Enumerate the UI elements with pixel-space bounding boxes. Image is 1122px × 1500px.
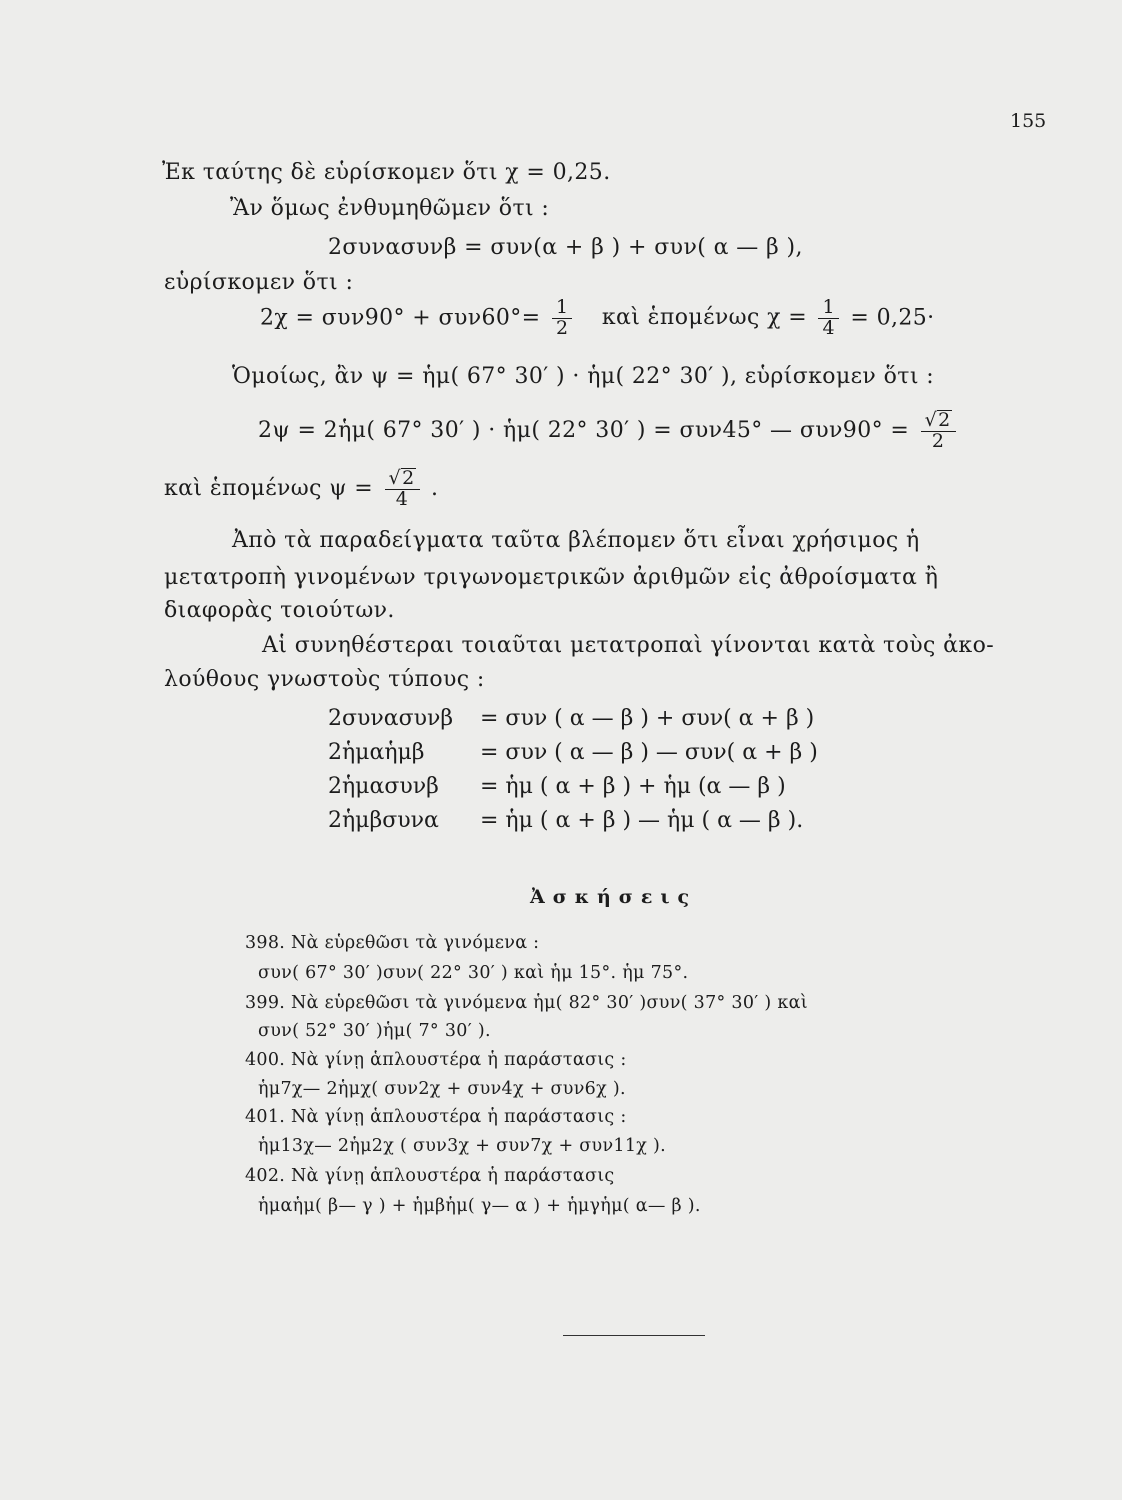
fraction-quarter-den: 4 <box>822 316 835 339</box>
exercise-399-line-1: 399. Νὰ εὑρεθῶσι τὰ γινόμενα ἡμ( 82° 30′ )συν( 37° 30′ ) καὶ <box>245 993 808 1013</box>
formula-lhs-1: 2συνασυνβ <box>328 706 454 731</box>
fraction-half-den: 2 <box>555 316 569 339</box>
sqrt-radicand: 2 <box>938 409 951 431</box>
paragraph-1-line-2: μετατροπὴ γινομένων τριγωνομετρικῶν ἀριθμῶν εἰς ἀθροίσματα ἢ <box>164 565 939 590</box>
sqrt-radicand: 2 <box>402 467 415 489</box>
exercise-400-line-1: 400. Νὰ γίνῃ ἁπλουστέρα ἡ παράστασις : <box>245 1050 627 1070</box>
chi-mid: καὶ ἑπομένως χ = <box>601 305 808 331</box>
formula-lhs-3: 2ἡμασυνβ <box>328 774 439 799</box>
fraction-sqrt2-den: 2 <box>931 429 945 452</box>
intro-line-1: Ἐκ ταύτης δὲ εὑρίσκομεν ὅτι χ = 0,25. <box>162 160 611 185</box>
exercise-401-line-1: 401. Νὰ γίνῃ ἁπλουστέρα ἡ παράστασις : <box>245 1107 627 1127</box>
fraction-sqrt2-over-4 <box>385 468 420 510</box>
formula-rhs-3: = ἡμ ( α + β ) + ἡμ (α — β ) <box>480 774 786 799</box>
exercise-402-line-1: 402. Νὰ γίνῃ ἁπλουστέρα ἡ παράστασις <box>245 1166 615 1186</box>
identity-sum-cos: 2συνασυνβ = συν(α + β ) + συν( α — β ), <box>328 235 803 260</box>
find-line: εὑρίσκομεν ὅτι : <box>164 270 354 295</box>
exercises-heading: Ἀσκήσεις <box>530 886 698 908</box>
psi-result <box>164 468 438 510</box>
exercise-401-line-2: ἡμ13χ— 2ἡμ2χ ( συν3χ + συν7χ + συν11χ ). <box>258 1136 667 1156</box>
fraction-quarter-num: 1 <box>818 298 839 319</box>
formula-lhs-4: 2ἡμβσυνα <box>328 808 439 833</box>
formula-rhs-4: = ἡμ ( α + β ) — ἡμ ( α — β ). <box>480 808 804 833</box>
fraction-half-num: 1 <box>552 298 573 319</box>
formula-rhs-2: = συν ( α — β ) — συν( α + β ) <box>480 740 818 765</box>
psi-equation <box>258 410 960 452</box>
formula-lhs-2: 2ἡμαἡμβ <box>328 740 425 765</box>
exercise-402-line-2: ἡμαἡμ( β— γ ) + ἡμβἡμ( γ— α ) + ἡμγἡμ( α— β ). <box>258 1196 701 1216</box>
paragraph-2-line-2: λούθους γνωστοὺς τύπους : <box>164 667 485 692</box>
psi-result-left: καὶ ἑπομένως ψ = <box>164 475 374 501</box>
page-number: 155 <box>1010 110 1047 132</box>
fraction-half <box>552 298 573 339</box>
exercise-398-line-2: συν( 67° 30′ )συν( 22° 30′ ) καὶ ἡμ 15°. ἡμ 75°. <box>258 963 689 983</box>
paragraph-2-line-1: Αἱ συνηθέστεραι τοιαῦται μετατροπαὶ γίνονται κατὰ τοὺς ἀκο- <box>262 633 995 658</box>
sqrt-symbol: √ <box>924 409 938 431</box>
paragraph-1-line-1: Ἀπὸ τὰ παραδείγματα ταῦτα βλέπομεν ὅτι εἶναι χρήσιμος ἡ <box>232 528 920 553</box>
psi-eq: 2ψ = 2ἡμ( 67° 30′ ) · ἡμ( 22° 30′ ) = συν45° — συν90° = <box>258 417 910 443</box>
exercise-398-line-1: 398. Νὰ εὑρεθῶσι τὰ γινόμενα : <box>245 933 540 953</box>
intro-line-2: Ἂν ὅμως ἐνθυμηθῶμεν ὅτι : <box>230 196 550 221</box>
paragraph-1-line-3: διαφορὰς τοιούτων. <box>164 598 395 623</box>
chi-equation <box>260 298 935 339</box>
fraction-sqrt2-over-2 <box>921 410 956 452</box>
sqrt-symbol: √ <box>388 467 402 489</box>
formula-rhs-1: = συν ( α — β ) + συν( α + β ) <box>480 706 815 731</box>
end-divider <box>563 1335 705 1336</box>
fraction-sqrt2-over4-den: 4 <box>395 487 409 510</box>
exercise-400-line-2: ἡμ7χ— 2ἡμχ( συν2χ + συν4χ + συν6χ ). <box>258 1079 626 1099</box>
chi-left: 2χ = συν90° + συν60°= <box>260 305 541 331</box>
chi-right: = 0,25· <box>850 305 935 331</box>
fraction-quarter <box>818 298 839 339</box>
psi-result-end: . <box>430 475 439 501</box>
exercise-399-line-2: συν( 52° 30′ )ἡμ( 7° 30′ ). <box>258 1021 491 1041</box>
similarly-line: Ὁμοίως, ἂν ψ = ἡμ( 67° 30′ ) · ἡμ( 22° 30′ ), εὑρίσκομεν ὅτι : <box>232 364 935 389</box>
